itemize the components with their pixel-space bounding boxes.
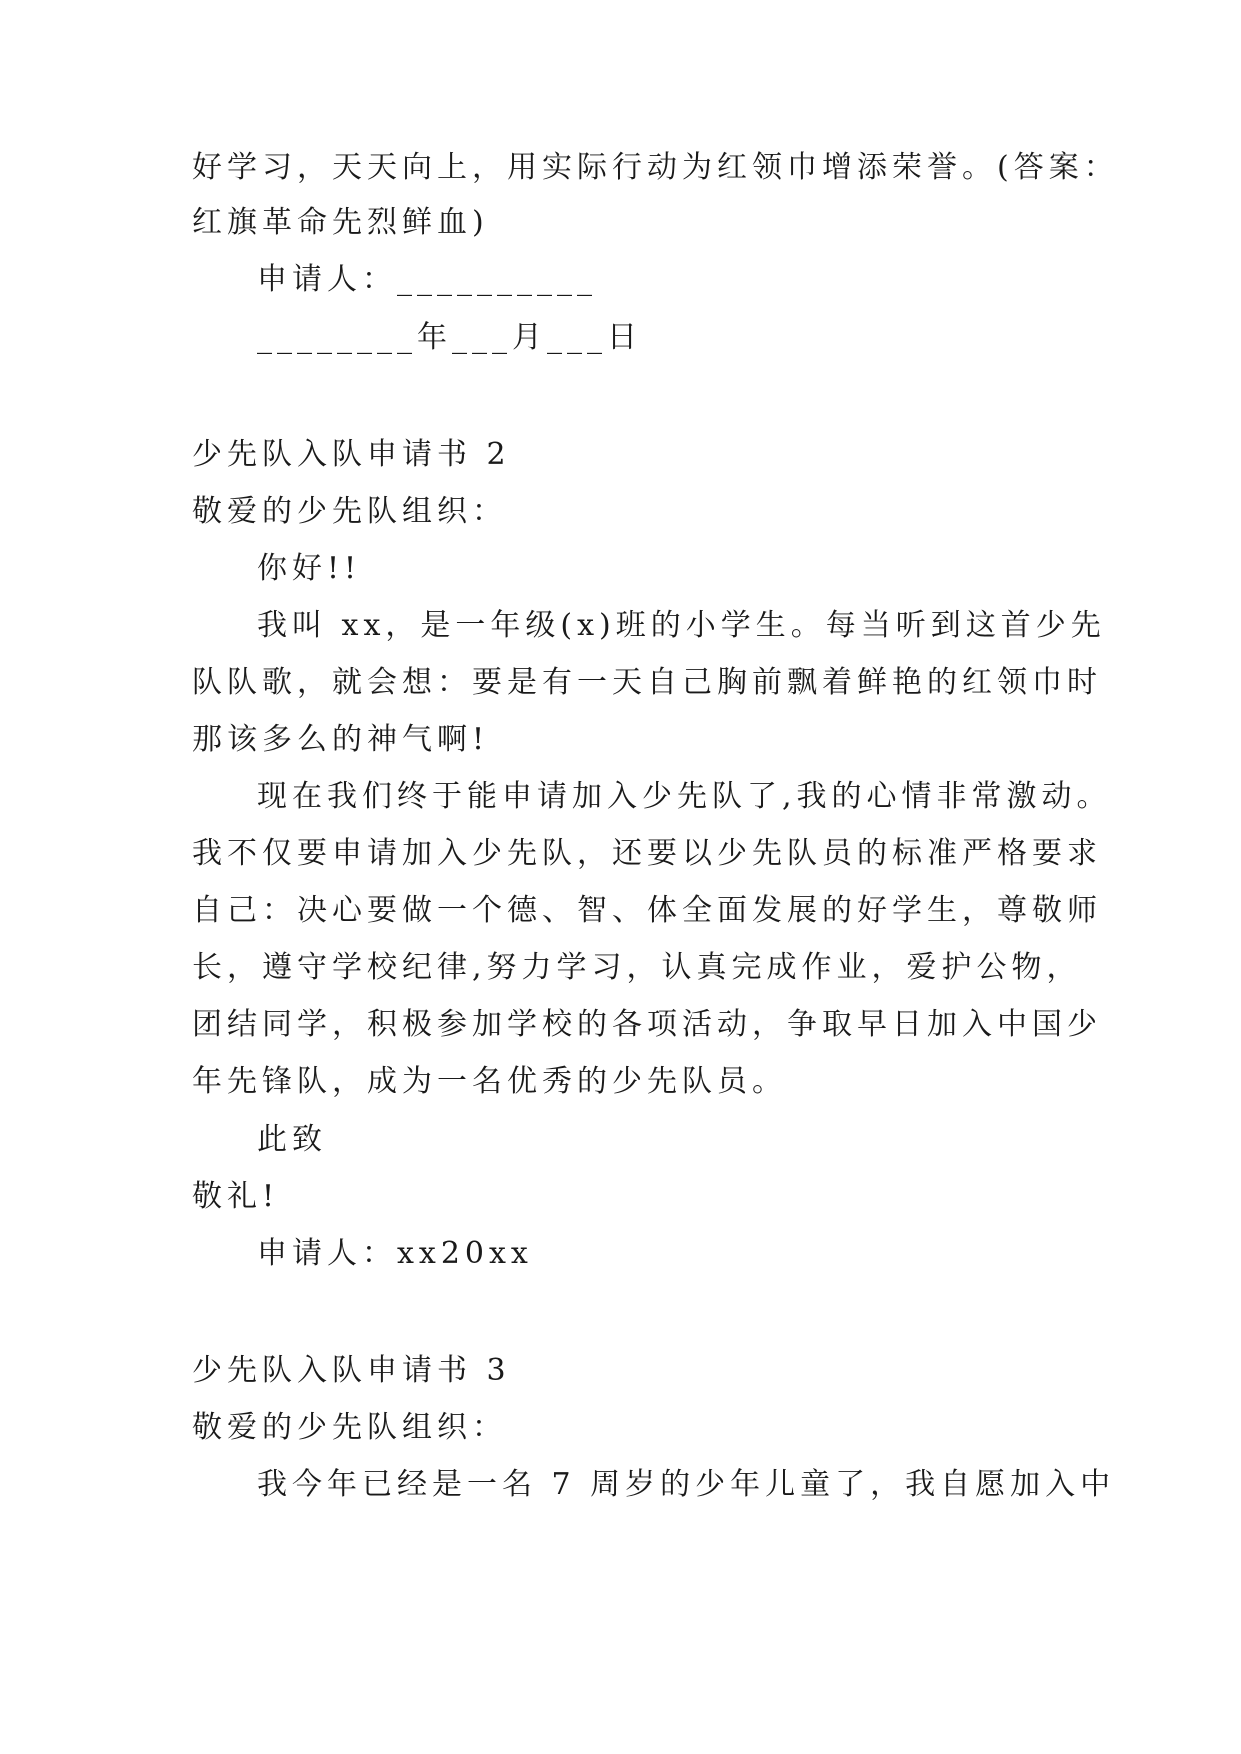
- body-text-line: 好学习，天天向上，用实际行动为红领巾增添荣誉。(答案：: [192, 150, 1119, 185]
- body-text-line: 我今年已经是一名 7 周岁的少年儿童了，我自愿加入中: [257, 1467, 1116, 1502]
- applicant-signature-line: 申请人：__________: [257, 262, 597, 297]
- applicant-signature: 申请人：xx20xx: [257, 1236, 533, 1271]
- closing-salute: 敬礼!: [192, 1179, 280, 1214]
- closing-line: 此致: [257, 1122, 327, 1157]
- body-text-line: 红旗革命先烈鲜血): [192, 205, 489, 240]
- body-text-line: 团结同学，积极参加学校的各项活动，争取早日加入中国少: [192, 1007, 1102, 1042]
- salutation: 敬爱的少先队组织：: [192, 1410, 507, 1445]
- greeting: 你好!!: [257, 551, 362, 586]
- body-text-line: 现在我们终于能申请加入少先队了,我的心情非常激动。: [257, 779, 1112, 814]
- body-text-line: 自己：决心要做一个德、智、体全面发展的好学生，尊敬师: [192, 893, 1102, 928]
- body-text-line: 那该多么的神气啊!: [192, 722, 490, 757]
- section-title: 少先队入队申请书 3: [192, 1353, 511, 1388]
- body-text-line: 我不仅要申请加入少先队，还要以少先队员的标准严格要求: [192, 836, 1102, 871]
- salutation: 敬爱的少先队组织：: [192, 494, 507, 529]
- date-line: ________年___月___日: [257, 320, 642, 355]
- body-text-line: 长，遵守学校纪律,努力学习，认真完成作业，爱护公物，: [192, 950, 1082, 985]
- body-text-line: 年先锋队，成为一名优秀的少先队员。: [192, 1064, 787, 1099]
- body-text-line: 我叫 xx，是一年级(x)班的小学生。每当听到这首少先: [257, 608, 1106, 643]
- body-text-line: 队队歌，就会想：要是有一天自己胸前飘着鲜艳的红领巾时: [192, 665, 1102, 700]
- section-title: 少先队入队申请书 2: [192, 437, 511, 472]
